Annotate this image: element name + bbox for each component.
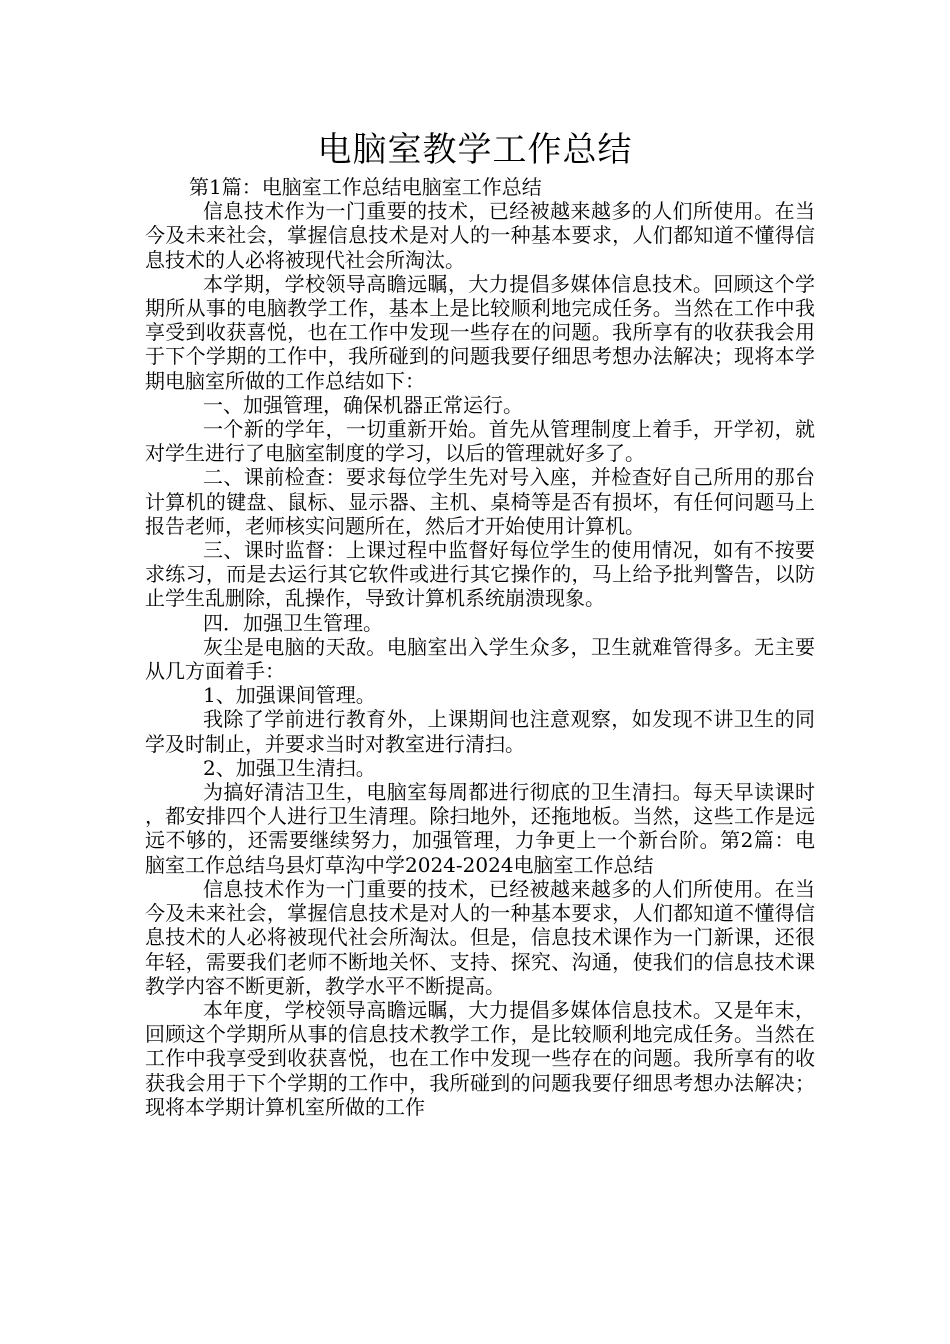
document-body	[145, 175, 815, 1119]
document-title: 电脑室教学工作总结	[317, 130, 633, 170]
paragraph: 二、课前检查：要求每位学生先对号入座，并检查好自己所用的那台计算机的键盘、鼠标、显示器、主机、桌椅等是否有损坏，有任何问题马上报告老师，老师核实问题所在，然后才开始使用计算机。	[145, 465, 815, 538]
paragraph: 三、课时监督：上课过程中监督好每位学生的使用情况，如有不按要求练习，而是去运行其它软件或进行其它操作的，马上给予批判警告，以防止学生乱删除，乱操作，导致计算机系统崩溃现象。	[145, 538, 815, 611]
paragraph: 2、加强卫生清扫。	[203, 755, 376, 780]
paragraph: 信息技术作为一门重要的技术，已经被越来越多的人们所使用。在当今及未来社会，掌握信息技术是对人的一种基本要求，人们都知道不懂得信息技术的人必将被现代社会所淘汰。	[145, 199, 815, 272]
paragraph: 一个新的学年，一切重新开始。首先从管理制度上着手，开学初，就对学生进行了电脑室制度的学习，以后的管理就好多了。	[145, 417, 815, 466]
paragraph: 为搞好清洁卫生，电脑室每周都进行彻底的卫生清扫。每天早读课时，都安排四个人进行卫生清理。除扫地外，还拖地板。当然，这些工作是远远不够的，还需要继续努力，加强管理，力争更上一个新台阶。第2篇：电脑室工作总结乌县灯草沟中学2024-2024电脑室工作总结	[145, 780, 815, 877]
paragraph: 一、加强管理，确保机器正常运行。	[203, 392, 523, 417]
section-heading-1: 第1篇：电脑室工作总结电脑室工作总结	[189, 175, 542, 199]
paragraph: 灰尘是电脑的天敌。电脑室出入学生众多，卫生就难管得多。无主要从几方面着手：	[145, 634, 815, 684]
paragraph: 信息技术作为一门重要的技术，已经被越来越多的人们所使用。在当今及未来社会，掌握信息技术是对人的一种基本要求，人们都知道不懂得信息技术的人必将被现代社会所淘汰。但是，信息技术课作为一门新课，还很年轻，需要我们老师不断地关怀、支持、探究、沟通，使我们的信息技术课教学内容不断更新，教学水平不断提高。	[145, 876, 815, 998]
paragraph: 本年度，学校领导高瞻远瞩，大力提倡多媒体信息技术。又是年末，回顾这个学期所从事的信息技术教学工作，是比较顺利地完成任务。当然在工作中我享受到收获喜悦，也在工作中发现一些存在的问题。我所享有的收获我会用于下个学期的工作中，我所碰到的问题我要仔细思考想办法解决；现将本学期计算机室所做的工作	[145, 997, 815, 1119]
paragraph: 四．加强卫生管理。	[203, 610, 383, 635]
paragraph: 我除了学前进行教育外，上课期间也注意观察，如发现不讲卫生的同学及时制止，并要求当时对教室进行清扫。	[145, 707, 815, 756]
paragraph: 本学期，学校领导高瞻远瞩，大力提倡多媒体信息技术。回顾这个学期所从事的电脑教学工作，基本上是比较顺利地完成任务。当然在工作中我享受到收获喜悦，也在工作中发现一些存在的问题。我所享有的收获我会用于下个学期的工作中，我所碰到的问题我要仔细思考想办法解决；现将本学期电脑室所做的工作总结如下：	[145, 271, 815, 393]
paragraph: 1、加强课间管理。	[203, 683, 376, 708]
